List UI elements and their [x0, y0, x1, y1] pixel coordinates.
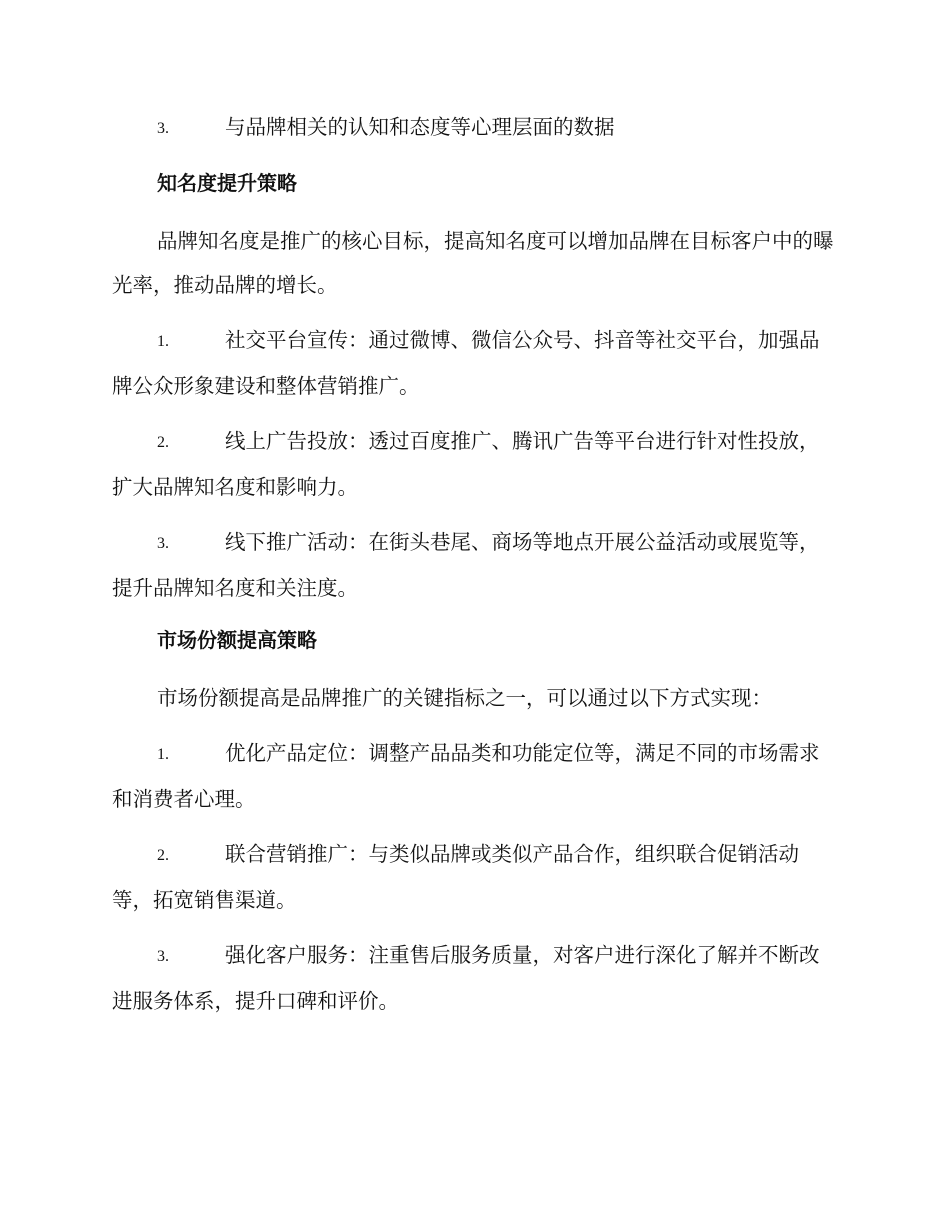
- document-body: [112, 108, 837, 1034]
- list-item-number: 1.: [157, 333, 169, 350]
- list-item-text: 与品牌相关的认知和态度等心理层面的数据: [225, 115, 615, 139]
- list-item-text: 线下推广活动：在街头巷尾、商场等地点开展公益活动或展览等，提升品牌知名度和关注度。: [112, 530, 820, 600]
- list-item-text: 强化客户服务：注重售后服务质量，对客户进行深化了解并不断改进服务体系，提升口碑和评价。: [112, 943, 820, 1013]
- list-item-number: 2.: [157, 434, 169, 451]
- list-item-text: 联合营销推广：与类似品牌或类似产品合作，组织联合促销活动等，拓宽销售渠道。: [112, 842, 799, 912]
- list-item-number: 3.: [157, 948, 169, 965]
- list-item: [112, 419, 837, 509]
- list-item: [112, 832, 837, 922]
- list-item-number: 3.: [157, 120, 169, 137]
- list-item-text: 社交平台宣传：通过微博、微信公众号、抖音等社交平台，加强品牌公众形象建设和整体营销推广。: [112, 328, 820, 398]
- section-heading-market-share: 市场份额提高策略: [157, 628, 317, 652]
- list-item-text: 线上广告投放：透过百度推广、腾讯广告等平台进行针对性投放，扩大品牌知名度和影响力。: [112, 429, 820, 499]
- section-heading-awareness: 知名度提升策略: [157, 171, 297, 195]
- list-item: [112, 318, 837, 408]
- list-item-text: 优化产品定位：调整产品品类和功能定位等，满足不同的市场需求和消费者心理。: [112, 741, 820, 811]
- list-item: [112, 108, 837, 148]
- section-paragraph-awareness: 品牌知名度是推广的核心目标，提高知名度可以增加品牌在目标客户中的曝光率，推动品牌的增长。: [112, 229, 834, 297]
- list-item-number: 3.: [157, 535, 169, 552]
- list-item: [112, 731, 837, 821]
- list-item-number: 1.: [157, 746, 169, 763]
- list-item: [112, 520, 837, 610]
- list-item: [112, 933, 837, 1023]
- section-paragraph-market-share: 市场份额提高是品牌推广的关键指标之一，可以通过以下方式实现：: [157, 686, 772, 710]
- list-item-number: 2.: [157, 847, 169, 864]
